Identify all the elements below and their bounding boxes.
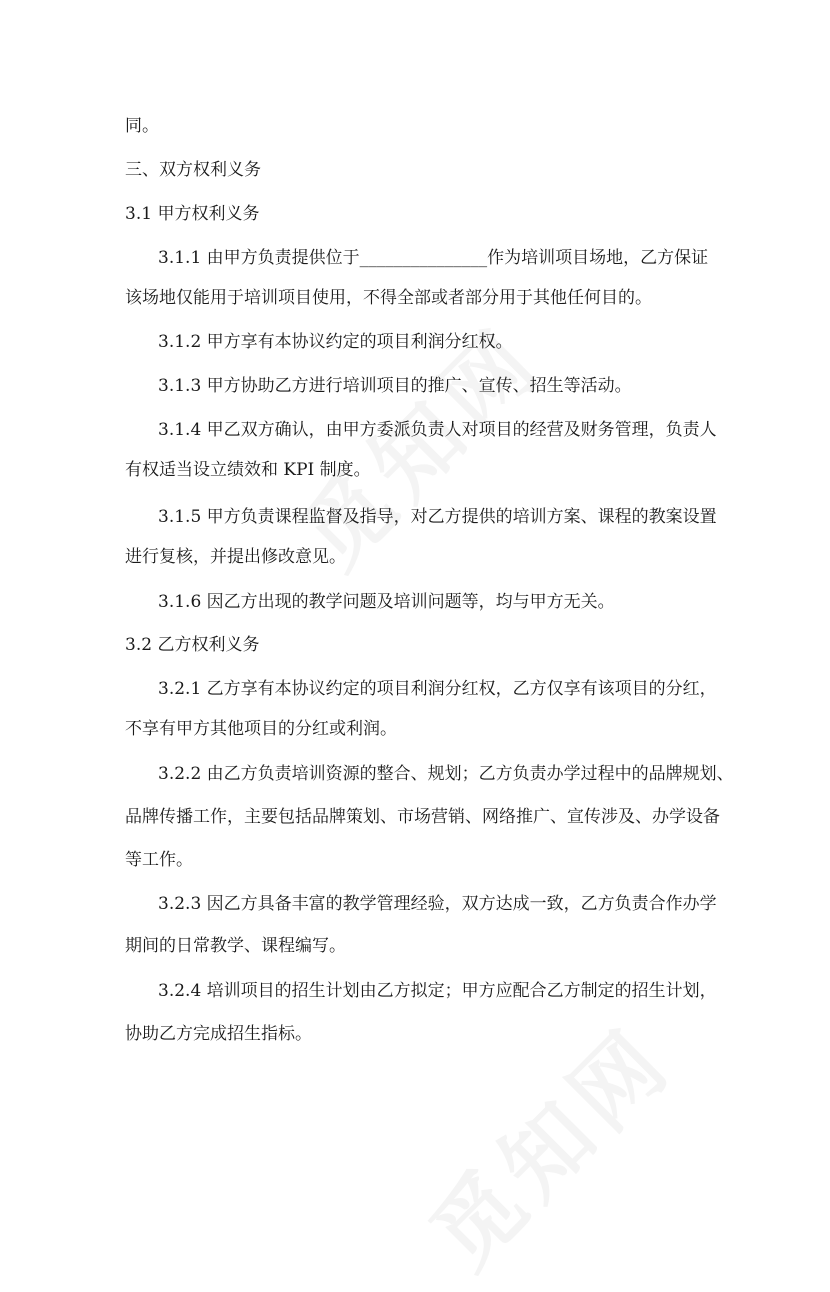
subsection-heading: 3.1 甲方权利义务 bbox=[125, 204, 260, 224]
subsection-heading: 3.2 乙方权利义务 bbox=[125, 635, 260, 655]
clause-3-2-1-continuation: 不享有甲方其他项目的分红或利润。 bbox=[125, 719, 397, 739]
clause-3-2-4-continuation: 协助乙方完成招生指标。 bbox=[125, 1024, 312, 1044]
section-heading: 三、双方权利义务 bbox=[125, 160, 261, 180]
clause-3-1-4-continuation: 有权适当设立绩效和 KPI 制度。 bbox=[125, 460, 371, 480]
clause-3-1-4: 3.1.4 甲乙双方确认，由甲方委派负责人对项目的经营及财务管理，负责人 bbox=[158, 420, 717, 440]
clause-3-2-1: 3.2.1 乙方享有本协议约定的项目利润分红权，乙方仅享有该项目的分红， bbox=[158, 679, 717, 699]
clause-3-2-3-continuation: 期间的日常教学、课程编写。 bbox=[125, 936, 346, 956]
watermark bbox=[399, 995, 696, 1292]
clause-3-2-4: 3.2.4 培训项目的招生计划由乙方拟定；甲方应配合乙方制定的招生计划， bbox=[158, 981, 717, 1001]
clause-3-1-3: 3.1.3 甲方协助乙方进行培训项目的推广、宣传、招生等活动。 bbox=[158, 376, 632, 396]
clause-3-2-2-continuation: 等工作。 bbox=[125, 850, 193, 870]
clause-3-1-1: 3.1.1 由甲方负责提供位于_______________作为培训项目场地，乙方保证 bbox=[158, 248, 709, 268]
paragraph-continuation: 同。 bbox=[125, 116, 159, 136]
clause-3-2-2-continuation: 品牌传播工作，主要包括品牌策划、市场营销、网络推广、宣传涉及、办学设备 bbox=[125, 807, 720, 827]
clause-3-1-5: 3.1.5 甲方负责课程监督及指导，对乙方提供的培训方案、课程的教案设置 bbox=[158, 507, 717, 527]
clause-3-1-5-continuation: 进行复核，并提出修改意见。 bbox=[125, 547, 346, 567]
clause-3-2-3: 3.2.3 因乙方具备丰富的教学管理经验，双方达成一致，乙方负责合作办学 bbox=[158, 894, 717, 914]
clause-3-1-6: 3.1.6 因乙方出现的教学问题及培训问题等，均与甲方无关。 bbox=[158, 592, 615, 612]
clause-3-2-2: 3.2.2 由乙方负责培训资源的整合、规划；乙方负责办学过程中的品牌规划、 bbox=[158, 764, 734, 784]
clause-3-1-1-continuation: 该场地仅能用于培训项目使用，不得全部或者部分用于其他任何目的。 bbox=[125, 288, 652, 308]
clause-3-1-2: 3.1.2 甲方享有本协议约定的项目利润分红权。 bbox=[158, 332, 513, 352]
